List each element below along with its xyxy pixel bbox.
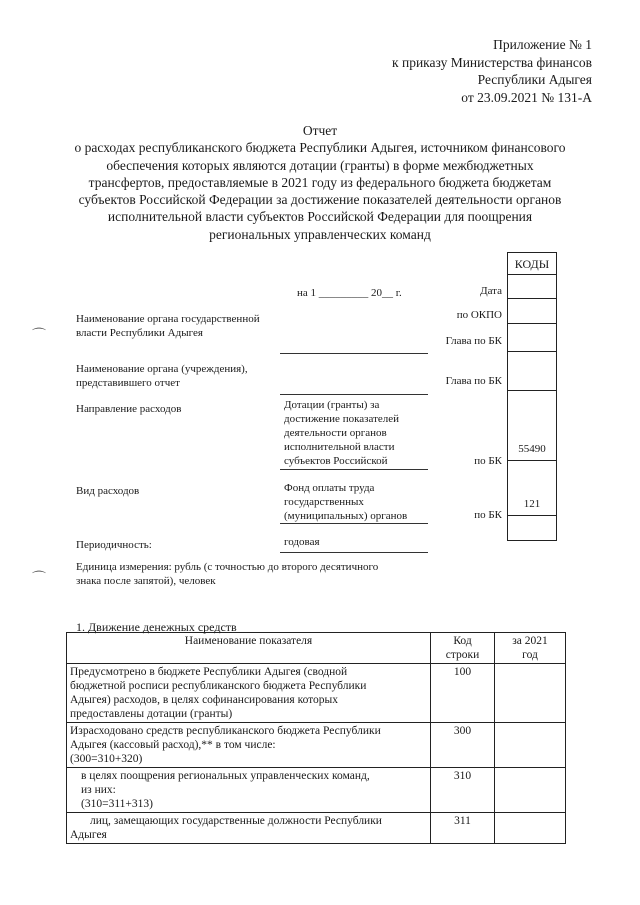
row-300-line-1: Израсходовано средств республиканского бюджета Республики	[70, 725, 381, 737]
row-100-line-4: предоставлены дотации (гранты)	[70, 708, 233, 720]
row-311-line-1: лиц, замещающих государственные должности Республики	[90, 815, 382, 827]
expense-type-value	[284, 481, 407, 523]
codes-column	[507, 252, 557, 541]
row-311-value	[495, 813, 566, 844]
title-line-4: трансфертов, предоставляемые в 2021 году из федерального бюджета бюджетам	[88, 174, 552, 190]
col-year-header	[495, 633, 566, 664]
direction-label: Направление расходов	[76, 403, 182, 415]
row-310-value	[495, 768, 566, 813]
title-line-2: о расходах республиканского бюджета Республики Адыгея, источником финансового	[74, 140, 566, 156]
row-300-name	[67, 723, 431, 768]
row-310-line-1: в целях поощрения региональных управленческих команд,	[81, 770, 370, 782]
col-code-header-line-2: строки	[445, 649, 480, 661]
organ-underline	[280, 353, 428, 354]
code-glava1-cell	[508, 324, 556, 352]
title-line-6: исполнительной власти субъектов Российской Федерации для поощрения	[107, 209, 533, 225]
glava-bk-label-2: Глава по БК	[445, 375, 502, 387]
unit-label-line-2: знака после запятой), человек	[76, 575, 216, 587]
date-label: Дата	[480, 285, 502, 297]
title-line-3: обеспечения которых являются дотации (гранты) в форме межбюджетных	[106, 157, 534, 173]
row-100-line-1: Предусмотрено в бюджете Республики Адыгея (сводной	[70, 666, 348, 678]
col-code-header	[431, 633, 495, 664]
direction-value-line-2: достижение показателей	[284, 413, 400, 425]
col-year-header-line-2: год	[522, 649, 538, 661]
row-311-code: 311	[431, 813, 495, 844]
table-row	[67, 723, 566, 768]
expense-type-line-3: (муниципальных) органов	[284, 510, 408, 522]
col-year-header-line-1: за 2021	[512, 635, 548, 647]
money-flow-table	[66, 632, 566, 844]
organ-label-line-1: Наименование органа государственной	[76, 313, 260, 325]
row-310-line-3: (310=311+313)	[81, 798, 153, 810]
appendix-line-4: от 23.09.2021 № 131-А	[461, 89, 592, 105]
col-name-header-text: Наименование показателя	[184, 635, 313, 647]
table-header-row	[67, 633, 566, 664]
row-100-code: 100	[431, 664, 495, 723]
date-line: на 1 _________ 20__ г.	[297, 287, 402, 299]
appendix-line-1: Приложение № 1	[493, 37, 592, 52]
scan-mark-icon: ⌒	[32, 329, 46, 344]
report-title	[40, 122, 600, 243]
institution-label-line-2: представившего отчет	[76, 377, 180, 389]
row-100-line-2: бюджетной росписи республиканского бюджета Республики	[70, 680, 367, 692]
expense-type-underline	[280, 523, 428, 524]
code-glava2-cell	[508, 352, 556, 391]
direction-value	[284, 398, 399, 468]
code-date-cell	[508, 275, 556, 299]
title-line-5: субъектов Российской Федерации за достижение показателей деятельности органов	[78, 192, 562, 208]
appendix-line-2: к приказу Министерства финансов	[392, 54, 592, 70]
table-row	[67, 768, 566, 813]
row-311-line-2: Адыгея	[70, 829, 107, 841]
periodicity-value: годовая	[284, 536, 320, 548]
row-100-line-3: Адыгея) расходов, в целях софинансирования которых	[70, 694, 339, 706]
row-310-code: 310	[431, 768, 495, 813]
row-311-name	[67, 813, 431, 844]
direction-value-line-3: деятельности органов	[284, 427, 387, 439]
title-line-1: Отчет	[302, 123, 338, 138]
appendix-header	[392, 36, 592, 106]
glava-bk-label-1: Глава по БК	[445, 335, 502, 347]
appendix-line-3: Республики Адыгея	[477, 72, 592, 87]
direction-underline	[280, 469, 428, 470]
scan-mark-icon: ⌒	[32, 572, 46, 587]
row-100-name	[67, 664, 431, 723]
unit-label-line-1: Единица измерения: рубль (с точностью до второго десятичного	[76, 561, 379, 573]
unit-label	[76, 560, 378, 588]
institution-underline	[280, 394, 428, 395]
direction-value-line-4: исполнительной власти	[284, 441, 395, 453]
row-300-line-2: Адыгея (кассовый расход),** в том числе:	[70, 739, 276, 751]
code-period-cell	[508, 516, 556, 540]
title-line-7: региональных управленческих команд	[209, 226, 431, 242]
row-300-line-3: (300=310+320)	[70, 753, 143, 765]
expense-type-label: Вид расходов	[76, 485, 140, 497]
okpo-label: по ОКПО	[456, 309, 502, 321]
institution-label-line-1: Наименование органа (учреждения),	[76, 363, 248, 375]
code-okpo-cell	[508, 299, 556, 324]
expense-type-line-1: Фонд оплаты труда	[284, 482, 375, 494]
periodicity-label: Периодичность:	[76, 539, 152, 551]
row-300-value	[495, 723, 566, 768]
row-310-name	[67, 768, 431, 813]
table-row	[67, 813, 566, 844]
section-1-title: 1. Движение денежных средств	[76, 620, 237, 634]
row-300-code: 300	[431, 723, 495, 768]
periodicity-underline	[280, 552, 428, 553]
direction-value-line-1: Дотации (гранты) за	[284, 399, 380, 411]
table-row	[67, 664, 566, 723]
row-100-value	[495, 664, 566, 723]
col-name-header	[67, 633, 431, 664]
bk-label-1: по БК	[474, 455, 502, 467]
direction-value-line-5: субъектов Российской	[284, 455, 388, 467]
bk-label-2: по БК	[474, 509, 502, 521]
codes-header: КОДЫ	[508, 253, 556, 275]
organ-label-line-2: власти Республики Адыгея	[76, 327, 203, 339]
code-vid-cell: 121	[508, 461, 556, 516]
row-310-line-2: из них:	[81, 784, 116, 796]
expense-type-line-2: государственных	[284, 496, 364, 508]
code-napr-cell: 55490	[508, 391, 556, 461]
organ-label	[76, 312, 260, 340]
col-code-header-line-1: Код	[453, 635, 472, 647]
institution-label	[76, 362, 248, 390]
